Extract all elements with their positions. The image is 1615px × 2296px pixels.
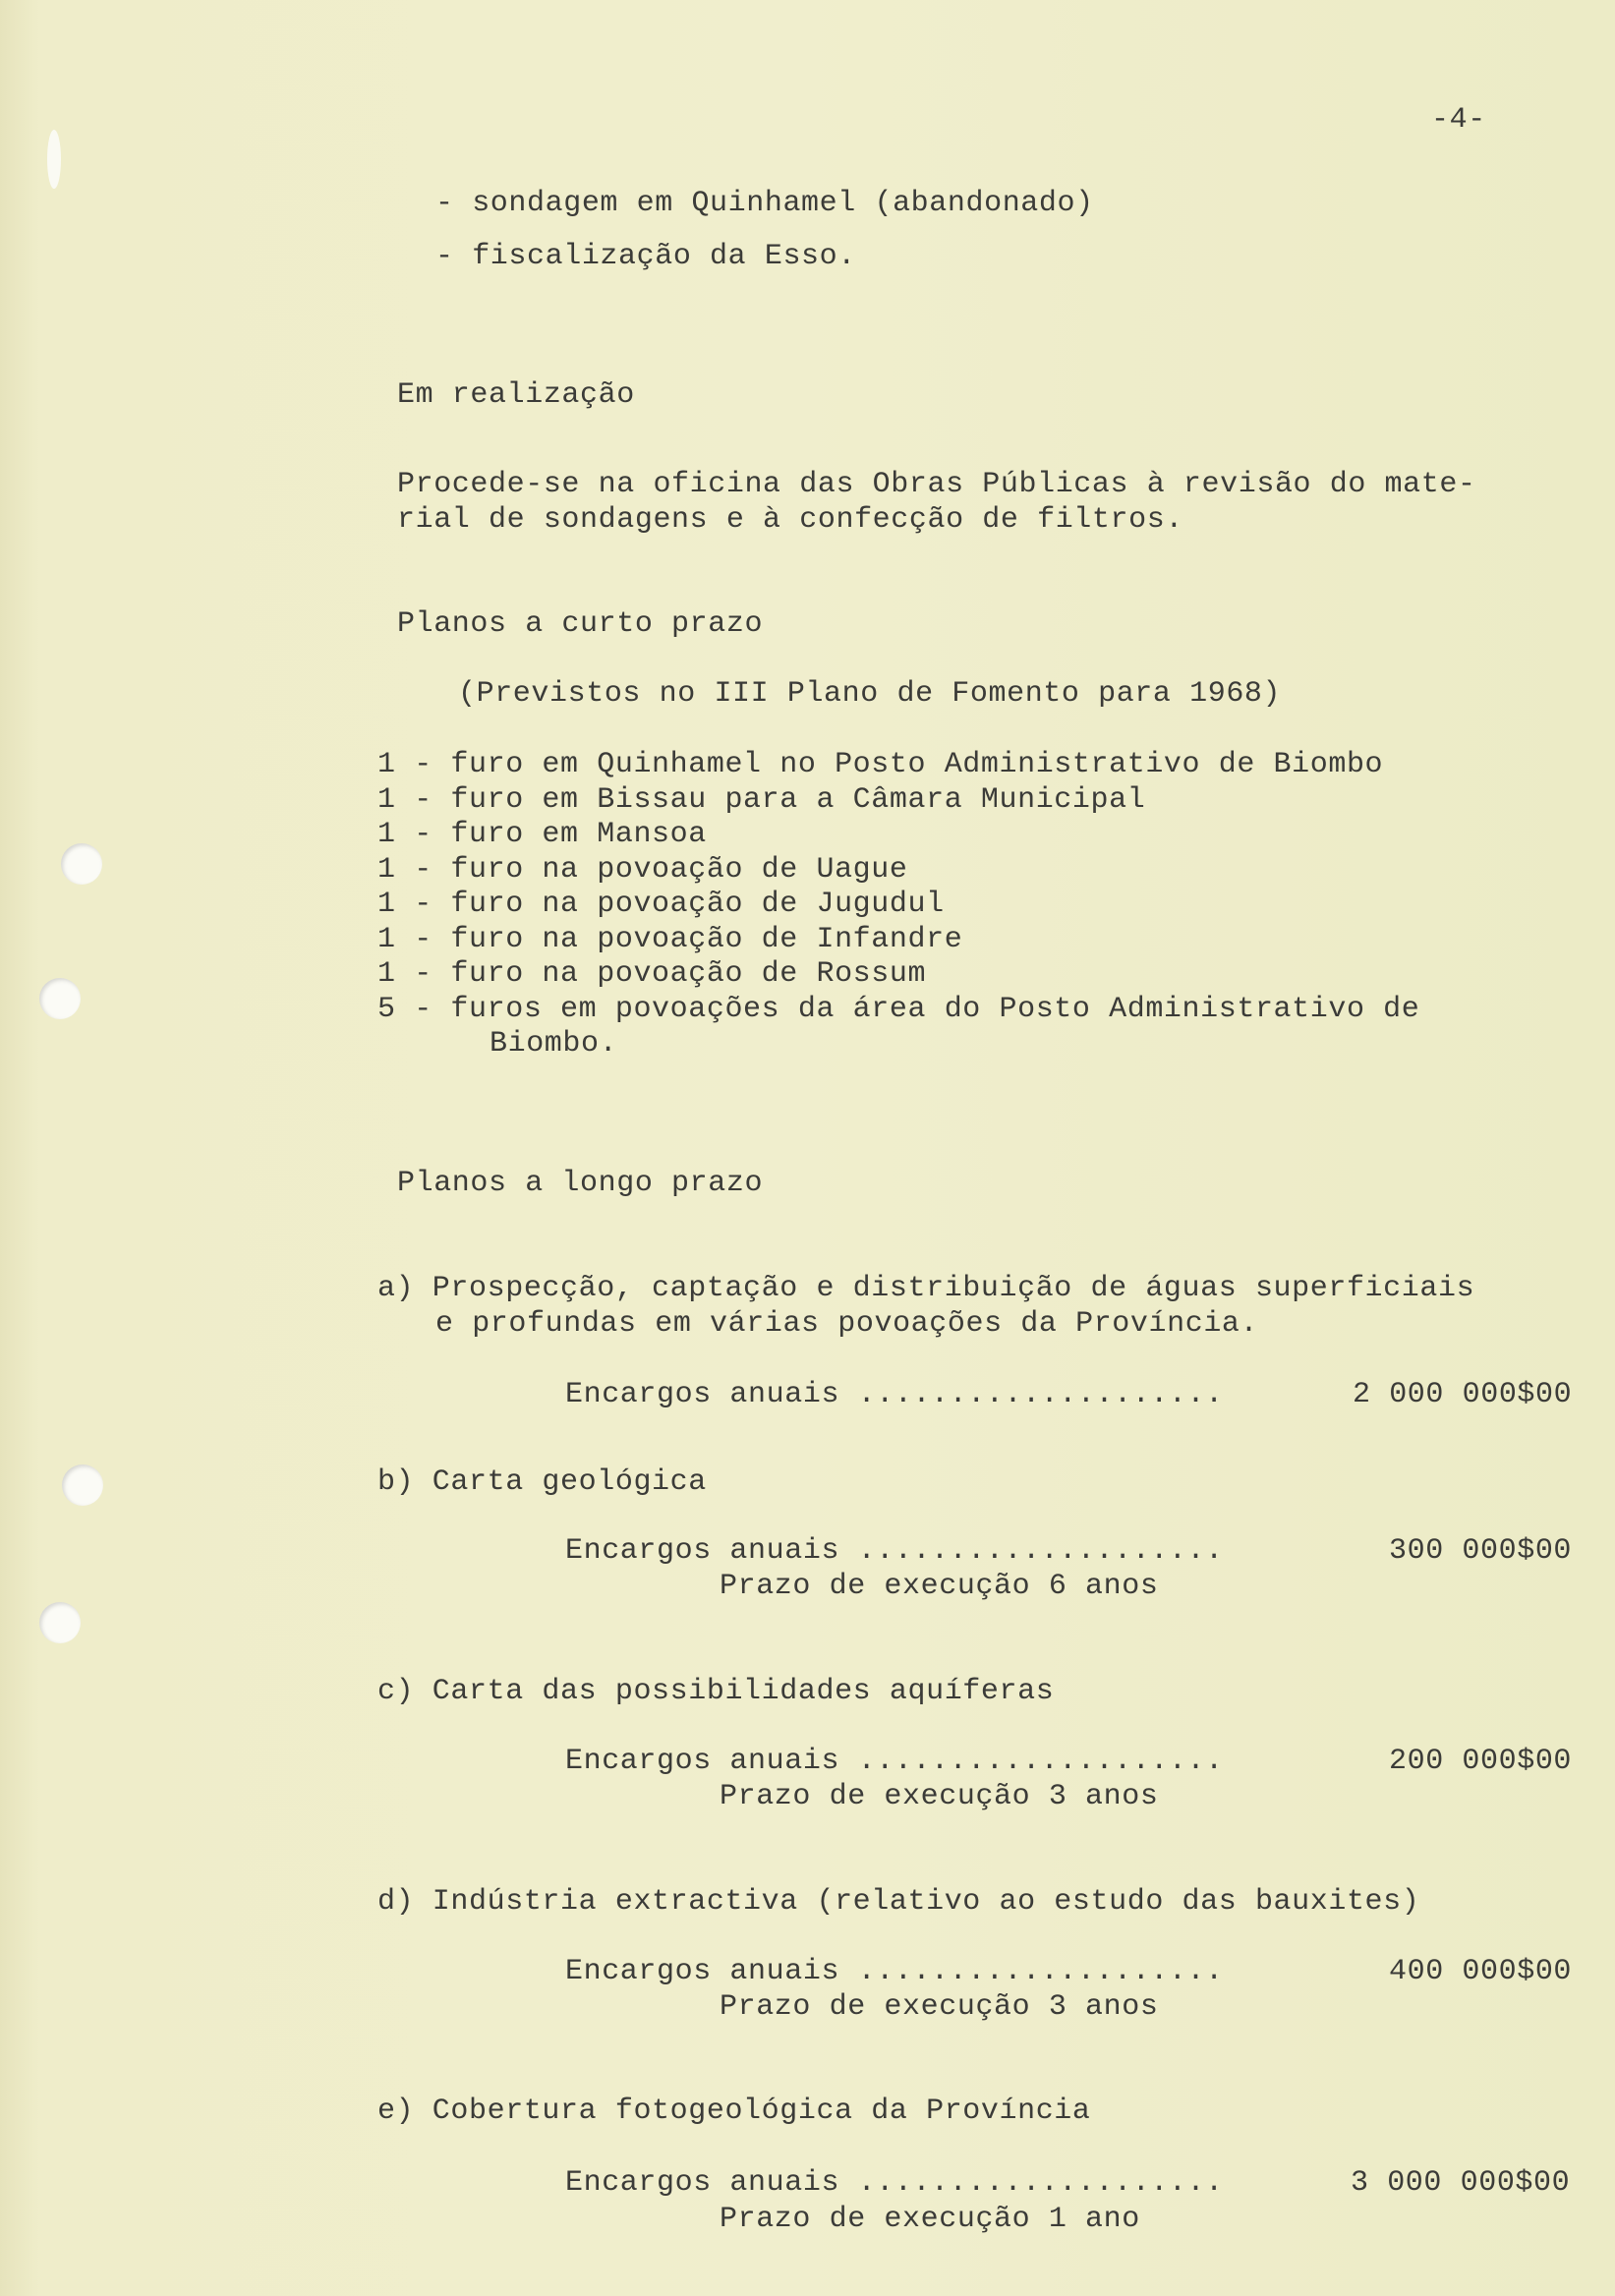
cost-value: 3 000 000$00	[1351, 2166, 1571, 2200]
list-item: 5 - furos em povoações da área do Posto Administrativo de	[377, 993, 1420, 1026]
plan-title: e profundas em várias povoações da Província.	[435, 1307, 1259, 1341]
dash-item: - sondagem em Quinhamel (abandonado)	[435, 187, 1094, 220]
cost-line: Encargos anuais ....................	[565, 1534, 1224, 1568]
deadline-line: Prazo de execução 3 anos	[720, 1780, 1159, 1813]
cost-line: Encargos anuais ....................	[565, 2166, 1224, 2200]
deadline-line: Prazo de execução 1 ano	[720, 2203, 1140, 2236]
page-number: -4-	[1431, 103, 1486, 137]
paragraph-line: Procede-se na oficina das Obras Públicas à revisão do mate-	[397, 468, 1476, 501]
list-item: 1 - furo em Bissau para a Câmara Municipal	[377, 783, 1146, 817]
list-item: 1 - furo na povoação de Jugudul	[377, 888, 945, 921]
cost-value: 200 000$00	[1389, 1745, 1573, 1778]
paper-tear-mark	[47, 130, 61, 189]
section-heading: Planos a longo prazo	[397, 1167, 764, 1200]
plan-title: e) Cobertura fotogeológica da Província	[377, 2095, 1091, 2128]
deadline-line: Prazo de execução 3 anos	[720, 1990, 1159, 2024]
list-item-continuation: Biombo.	[490, 1027, 618, 1061]
section-heading: Planos a curto prazo	[397, 607, 764, 641]
list-item: 1 - furo na povoação de Infandre	[377, 923, 963, 956]
punch-hole	[39, 978, 81, 1019]
section-subheading: (Previstos no III Plano de Fomento para 1968)	[458, 677, 1282, 711]
list-item: 1 - furo na povoação de Uague	[377, 853, 908, 887]
cost-line: Encargos anuais ....................	[565, 1378, 1224, 1411]
cost-value: 2 000 000$00	[1353, 1378, 1573, 1411]
cost-line: Encargos anuais ....................	[565, 1745, 1224, 1778]
plan-title: a) Prospecção, captação e distribuição de águas superficiais	[377, 1272, 1475, 1305]
punch-hole	[39, 1602, 81, 1643]
dash-item: - fiscalização da Esso.	[435, 240, 856, 273]
deadline-line: Prazo de execução 6 anos	[720, 1570, 1159, 1603]
punch-hole	[61, 843, 102, 885]
punch-hole	[62, 1464, 103, 1506]
plan-title: c) Carta das possibilidades aquíferas	[377, 1675, 1055, 1708]
paragraph-line: rial de sondagens e à confecção de filtros.	[397, 503, 1183, 537]
cost-line: Encargos anuais ....................	[565, 1955, 1224, 1988]
list-item: 1 - furo em Mansoa	[377, 818, 707, 851]
list-item: 1 - furo na povoação de Rossum	[377, 957, 927, 991]
plan-title: d) Indústria extractiva (relativo ao estudo das bauxites)	[377, 1885, 1420, 1919]
cost-value: 400 000$00	[1389, 1955, 1573, 1988]
plan-title: b) Carta geológica	[377, 1465, 707, 1499]
cost-value: 300 000$00	[1389, 1534, 1573, 1568]
list-item: 1 - furo em Quinhamel no Posto Administrativo de Biombo	[377, 748, 1384, 781]
section-heading: Em realização	[397, 378, 635, 412]
